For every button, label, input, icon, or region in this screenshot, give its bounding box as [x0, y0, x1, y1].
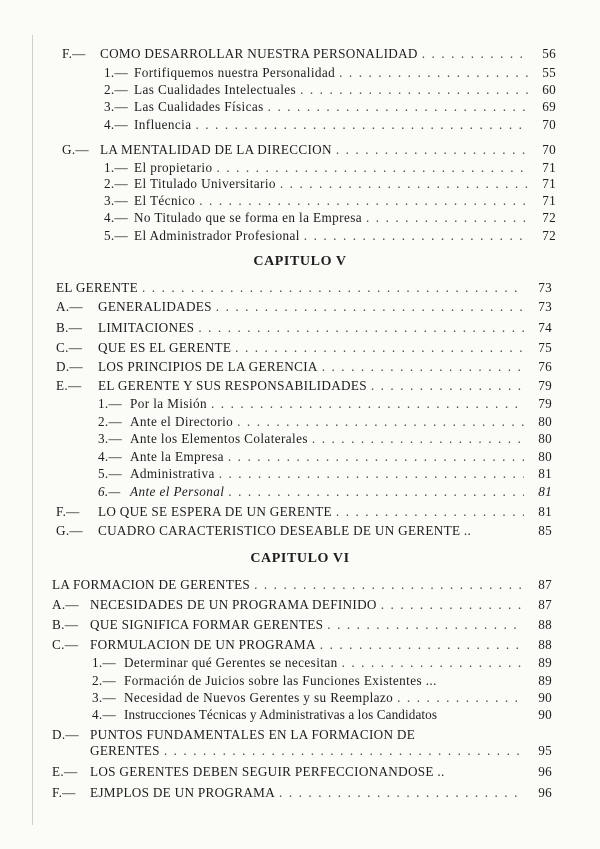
- entry-page: 75: [538, 340, 552, 355]
- entry-page: 80: [538, 414, 552, 429]
- entry-title: Influencia: [134, 117, 192, 132]
- leader-dots: [195, 117, 528, 133]
- leader-dots: [211, 396, 524, 412]
- leader-dots: [327, 617, 524, 633]
- entry-title: Ante el Directorio: [130, 414, 234, 429]
- leader-dots: [235, 340, 524, 356]
- leader-dots: [339, 65, 528, 81]
- leader-dots: [300, 82, 528, 98]
- entry-title: Instrucciones Técnicas y Administrativas a los Candidatos: [124, 707, 438, 722]
- entry-marker: 2.—: [98, 414, 122, 429]
- entry-title: GENERALIDADES: [98, 299, 212, 314]
- leader-dots: [198, 320, 524, 336]
- toc-entry[interactable]: [56, 523, 552, 539]
- toc-entry[interactable]: [52, 637, 552, 653]
- entry-marker: B.—: [56, 320, 83, 335]
- leader-dots: [371, 378, 524, 394]
- entry-title: Necesidad de Nuevos Gerentes y su Reemplazo: [124, 690, 394, 705]
- entry-marker: 2.—: [104, 176, 128, 191]
- leader-dots: [254, 577, 524, 593]
- entry-marker: G.—: [56, 523, 83, 538]
- entry-title: LOS PRINCIPIOS DE LA GERENCIA: [98, 359, 318, 374]
- toc-subentry[interactable]: [98, 414, 552, 430]
- toc-subentry[interactable]: [92, 673, 552, 689]
- entry-page: 55: [542, 65, 556, 80]
- entry-title: El Titulado Universitario: [134, 176, 276, 191]
- toc-entry-continuation[interactable]: [90, 743, 552, 759]
- leader-dots: [342, 655, 524, 671]
- toc-subentry[interactable]: [92, 690, 552, 706]
- entry-title: FORMULACION DE UN PROGRAMA: [90, 637, 316, 652]
- page-edge-line: [32, 35, 33, 825]
- leader-dots: [237, 414, 524, 430]
- entry-page: 95: [538, 743, 552, 758]
- entry-title: QUE ES EL GERENTE: [98, 340, 232, 355]
- entry-page: 79: [538, 396, 552, 411]
- toc-subentry[interactable]: [104, 117, 556, 133]
- entry-title: No Titulado que se forma en la Empresa: [134, 210, 362, 225]
- entry-title-continuation: GERENTES: [90, 743, 160, 758]
- leader-dots: [142, 280, 524, 296]
- entry-marker: 2.—: [104, 82, 128, 97]
- entry-title: EJMPLOS DE UN PROGRAMA: [90, 785, 276, 800]
- leader-dots: [228, 449, 524, 465]
- entry-page: 71: [542, 160, 556, 175]
- toc-subentry[interactable]: [104, 160, 556, 176]
- leader-dots: [268, 99, 528, 115]
- chapter-heading: CAPITULO V: [253, 254, 347, 269]
- entry-title: LO QUE SE ESPERA DE UN GERENTE: [98, 504, 332, 519]
- entry-marker: 4.—: [104, 117, 128, 132]
- entry-title: LOS GERENTES DEBEN SEGUIR PERFECCIONANDOSE ..: [90, 764, 445, 779]
- toc-entry[interactable]: [56, 504, 552, 520]
- entry-title: Las Cualidades Físicas: [134, 99, 264, 114]
- entry-marker: 5.—: [98, 466, 122, 481]
- chapter-heading: CAPITULO VI: [250, 551, 350, 566]
- toc-entry[interactable]: [56, 299, 552, 315]
- toc-subentry[interactable]: [104, 82, 556, 98]
- entry-title: NECESIDADES DE UN PROGRAMA DEFINIDO: [90, 597, 377, 612]
- toc-subentry[interactable]: [104, 210, 556, 226]
- entry-marker: 4.—: [92, 707, 116, 722]
- entry-page: 76: [538, 359, 552, 374]
- leader-dots: [336, 142, 528, 158]
- entry-marker: C.—: [56, 340, 83, 355]
- entry-page: 81: [538, 466, 552, 481]
- leader-dots: [216, 299, 524, 315]
- toc-chapter-title[interactable]: [56, 280, 552, 296]
- entry-page: 90: [538, 690, 552, 705]
- entry-marker: G.—: [62, 142, 89, 157]
- entry-marker: 1.—: [98, 396, 122, 411]
- toc-chapter-title[interactable]: [52, 577, 552, 593]
- toc-subentry[interactable]: [98, 396, 552, 412]
- leader-dots: [279, 785, 524, 801]
- toc-subentry[interactable]: [104, 176, 556, 192]
- entry-page: 81: [538, 504, 552, 519]
- entry-title: Fortifiquemos nuestra Personalidad: [134, 65, 336, 80]
- entry-marker: F.—: [52, 785, 76, 800]
- toc-subentry[interactable]: [104, 99, 556, 115]
- leader-dots: [322, 359, 524, 375]
- entry-page: 96: [538, 785, 552, 800]
- leader-dots: [216, 160, 528, 176]
- entry-page: 70: [542, 117, 556, 132]
- toc-entry[interactable]: [52, 764, 552, 780]
- entry-page: 70: [542, 142, 556, 157]
- entry-title: Formación de Juicios sobre las Funciones Existentes ...: [124, 673, 437, 688]
- entry-marker: E.—: [52, 764, 78, 779]
- leader-dots: [336, 504, 524, 520]
- entry-marker: 3.—: [104, 99, 128, 114]
- toc-subentry[interactable]: [104, 65, 556, 81]
- entry-page: 79: [538, 378, 552, 393]
- leader-dots: [312, 431, 524, 447]
- entry-marker: 5.—: [104, 228, 128, 243]
- entry-marker: 4.—: [104, 210, 128, 225]
- entry-page: 89: [538, 673, 552, 688]
- entry-marker: A.—: [56, 299, 83, 314]
- entry-page: 60: [542, 82, 556, 97]
- entry-page: 85: [538, 523, 552, 538]
- entry-page: 89: [538, 655, 552, 670]
- leader-dots: [381, 597, 524, 613]
- entry-title: Determinar qué Gerentes se necesitan: [124, 655, 338, 670]
- entry-page: 96: [538, 764, 552, 779]
- entry-marker: B.—: [52, 617, 79, 632]
- toc-subentry[interactable]: [98, 484, 552, 500]
- entry-title: EL GERENTE: [56, 280, 138, 295]
- entry-title: PUNTOS FUNDAMENTALES EN LA FORMACION DE: [90, 727, 416, 742]
- entry-marker: F.—: [62, 46, 86, 61]
- entry-title: LA FORMACION DE GERENTES: [52, 577, 251, 592]
- entry-marker: 4.—: [98, 449, 122, 464]
- leader-dots: [304, 228, 528, 244]
- entry-title: CUADRO CARACTERISTICO DESEABLE DE UN GERENTE ..: [98, 523, 472, 538]
- leader-dots: [366, 210, 528, 226]
- toc-subentry[interactable]: [104, 228, 556, 244]
- leader-dots: [199, 193, 528, 209]
- entry-page: 69: [542, 99, 556, 114]
- entry-title: QUE SIGNIFICA FORMAR GERENTES: [90, 617, 324, 632]
- entry-page: 71: [542, 193, 556, 208]
- leader-dots: [280, 176, 528, 192]
- leader-dots: [164, 743, 524, 759]
- entry-page: 88: [538, 637, 552, 652]
- entry-page: 88: [538, 617, 552, 632]
- entry-marker: A.—: [52, 597, 79, 612]
- toc-subentry[interactable]: [92, 707, 552, 723]
- entry-page: 73: [538, 299, 552, 314]
- entry-title: Las Cualidades Intelectuales: [134, 82, 297, 97]
- toc-subentry[interactable]: [98, 466, 552, 482]
- entry-title: Por la Misión: [130, 396, 208, 411]
- entry-title: Administrativa: [130, 466, 215, 481]
- entry-title: COMO DESARROLLAR NUESTRA PERSONALIDAD: [100, 46, 418, 61]
- toc-entry[interactable]: [62, 142, 556, 158]
- entry-marker: 1.—: [104, 160, 128, 175]
- entry-title: El Administrador Profesional: [134, 228, 300, 243]
- entry-marker: E.—: [56, 378, 82, 393]
- leader-dots: [219, 466, 524, 482]
- entry-page: 74: [538, 320, 552, 335]
- entry-title: EL GERENTE Y SUS RESPONSABILIDADES: [98, 378, 367, 393]
- toc-subentry[interactable]: [98, 449, 552, 465]
- entry-page: 87: [538, 597, 552, 612]
- entry-page: 73: [538, 280, 552, 295]
- toc-entry[interactable]: [52, 617, 552, 633]
- entry-page: 87: [538, 577, 552, 592]
- toc-subentry[interactable]: [104, 193, 556, 209]
- entry-page: 81: [538, 484, 552, 499]
- toc-subentry[interactable]: [98, 431, 552, 447]
- entry-title: El propietario: [134, 160, 213, 175]
- entry-page: 80: [538, 449, 552, 464]
- entry-marker: 3.—: [98, 431, 122, 446]
- entry-marker: 1.—: [104, 65, 128, 80]
- entry-title: Ante el Personal: [130, 484, 225, 499]
- entry-page: 56: [542, 46, 556, 61]
- entry-page: 71: [542, 176, 556, 191]
- entry-marker: F.—: [56, 504, 80, 519]
- toc-entry[interactable]: [56, 340, 552, 356]
- entry-page: 90: [538, 707, 552, 722]
- leader-dots: [397, 690, 524, 706]
- toc-entry[interactable]: [52, 785, 552, 801]
- entry-title: Ante la Empresa: [130, 449, 224, 464]
- entry-marker: 2.—: [92, 673, 116, 688]
- toc-entry[interactable]: [56, 378, 552, 394]
- leader-dots: [422, 46, 528, 62]
- toc-entry[interactable]: [62, 46, 556, 62]
- entry-title: LA MENTALIDAD DE LA DIRECCION: [100, 142, 332, 157]
- entry-marker: C.—: [52, 637, 79, 652]
- entry-page: 80: [538, 431, 552, 446]
- entry-page: 72: [542, 210, 556, 225]
- entry-marker: 1.—: [92, 655, 116, 670]
- entry-marker: D.—: [52, 727, 79, 742]
- entry-marker: 6.—: [98, 484, 121, 499]
- entry-marker: 3.—: [104, 193, 128, 208]
- toc-subentry[interactable]: [92, 655, 552, 671]
- leader-dots: [320, 637, 524, 653]
- entry-marker: D.—: [56, 359, 83, 374]
- toc-entry[interactable]: [56, 359, 552, 375]
- toc-entry[interactable]: [52, 597, 552, 613]
- leader-dots: [228, 484, 524, 500]
- entry-page: 72: [542, 228, 556, 243]
- entry-title: Ante los Elementos Colaterales: [130, 431, 308, 446]
- entry-marker: 3.—: [92, 690, 116, 705]
- toc-entry[interactable]: [52, 727, 552, 743]
- entry-title: El Técnico: [134, 193, 196, 208]
- entry-title: LIMITACIONES: [98, 320, 195, 335]
- toc-entry[interactable]: [56, 320, 552, 336]
